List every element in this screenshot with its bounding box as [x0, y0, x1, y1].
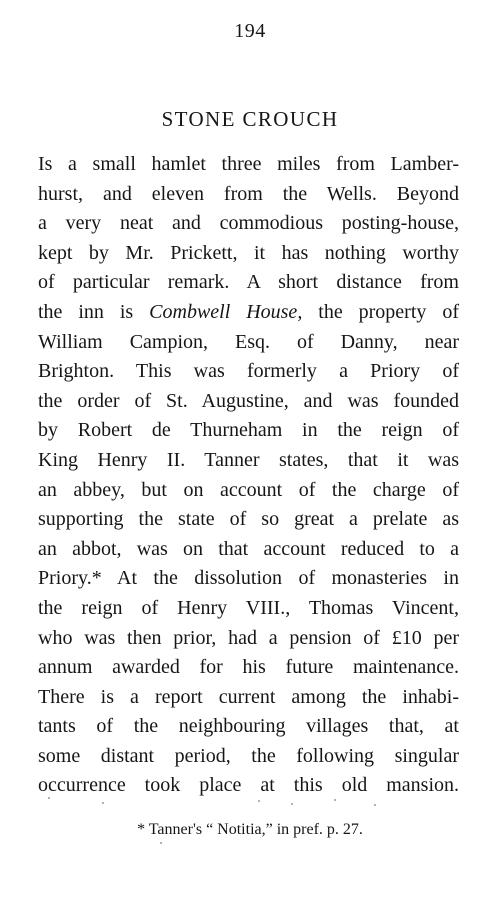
text-line: by Robert de Thurneham in the reign of	[38, 419, 459, 442]
print-speck	[334, 799, 336, 801]
print-speck	[48, 797, 50, 799]
print-speck	[374, 804, 376, 806]
page-number: 194	[234, 20, 266, 42]
text-line: There is a report current among the inhabi-	[38, 685, 459, 708]
print-speck	[160, 842, 162, 844]
text-line: tants of the neighbouring villages that, at	[38, 715, 459, 738]
text-fragment: the inn is	[38, 300, 150, 323]
text-line: an abbot, was on that account reduced to a	[38, 537, 459, 560]
text-line: an abbey, but on account of the charge of	[38, 478, 459, 501]
body-paragraph	[38, 150, 459, 801]
text-line: occurrence took place at this old mansion.	[38, 774, 459, 797]
text-line: some distant period, the following singular	[38, 744, 459, 767]
text-line: of particular remark. A short distance from	[38, 271, 459, 294]
text-line: Brighton. This was formerly a Priory of	[38, 360, 459, 383]
text-line: Priory.* At the dissolution of monasteries in	[38, 567, 459, 590]
print-speck	[258, 800, 260, 802]
text-line: the order of St. Augustine, and was founded	[38, 389, 459, 412]
print-speck	[102, 802, 104, 804]
text-line: William Campion, Esq. of Danny, near	[38, 330, 459, 353]
chapter-heading: STONE CROUCH	[161, 107, 339, 131]
text-line: hurst, and eleven from the Wells. Beyond	[38, 182, 459, 205]
text-line	[38, 298, 459, 328]
text-line: who was then prior, had a pension of £10 per	[38, 626, 459, 649]
footnote: * Tanner's “ Notitia,” in pref. p. 27.	[137, 821, 363, 838]
print-speck	[291, 803, 293, 805]
text-line: a very neat and commodious posting-house,	[38, 212, 459, 235]
text-line: Is a small hamlet three miles from Lamber-	[38, 153, 459, 175]
text-line: annum awarded for his future maintenance.	[38, 656, 459, 679]
text-line: supporting the state of so great a prelate as	[38, 508, 459, 531]
text-line: the reign of Henry VIII., Thomas Vincent,	[38, 596, 459, 619]
italic-place-name: Combwell House,	[149, 300, 303, 323]
text-line: King Henry II. Tanner states, that it was	[38, 448, 459, 471]
text-line: kept by Mr. Prickett, it has nothing worthy	[38, 241, 459, 264]
text-fragment: the property of	[302, 300, 459, 323]
